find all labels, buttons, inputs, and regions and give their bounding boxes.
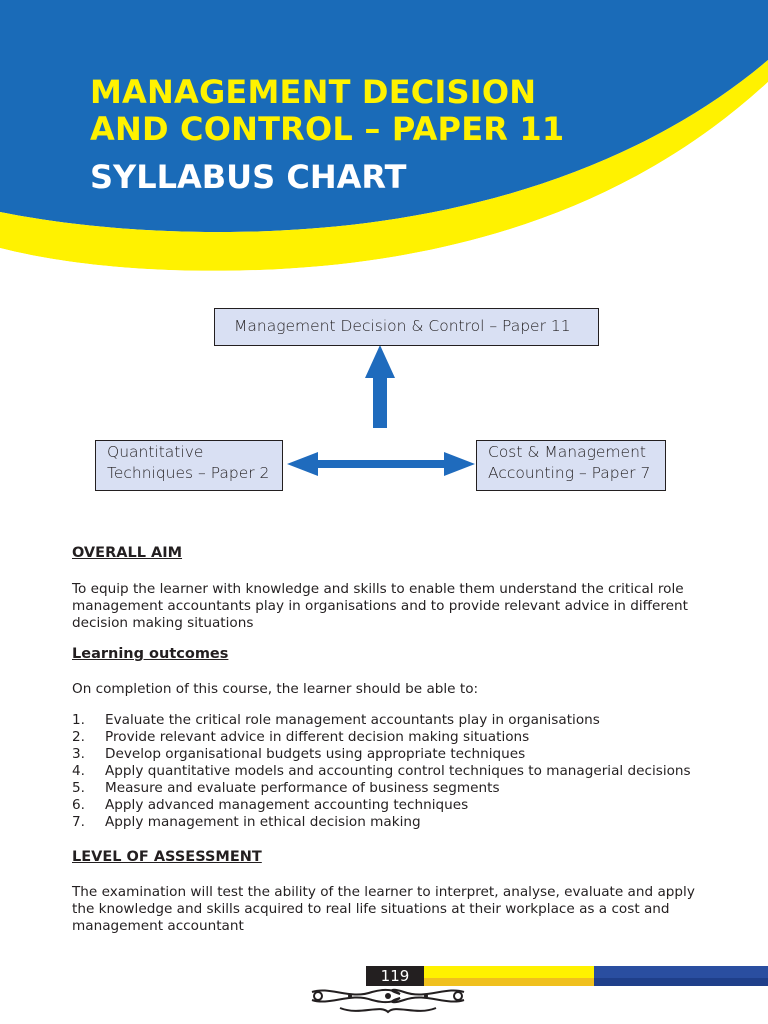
- overall-aim-heading: OVERALL AIM: [72, 545, 183, 561]
- list-item-text: Develop organisational budgets using appropriate techniques: [105, 746, 526, 762]
- list-item-text: Provide relevant advice in different decision making situations: [105, 729, 530, 745]
- assessment-heading: LEVEL OF ASSESSMENT: [72, 849, 262, 865]
- list-item-number: 1.: [72, 712, 85, 728]
- list-item-text: Apply advanced management accounting techniques: [105, 797, 469, 813]
- box-paper-7-line1: Cost & Management: [488, 443, 646, 461]
- box-paper-2-line1: Quantitative: [107, 443, 204, 461]
- list-item-number: 3.: [72, 746, 85, 762]
- list-item-number: 5.: [72, 780, 85, 796]
- page-title-line2: AND CONTROL – PAPER 11: [90, 110, 565, 148]
- page-number: 119: [380, 967, 410, 985]
- list-item: [72, 746, 691, 763]
- list-item: [72, 729, 691, 746]
- list-item-number: 4.: [72, 763, 85, 779]
- up-arrow-icon: [365, 345, 395, 428]
- box-paper-7-line2: Accounting – Paper 7: [488, 464, 651, 482]
- box-paper-2-line2: Techniques – Paper 2: [107, 464, 270, 482]
- list-item: [72, 814, 691, 831]
- list-item-number: 2.: [72, 729, 85, 745]
- double-arrow-icon: [287, 452, 475, 476]
- page-title-line1: MANAGEMENT DECISION: [90, 73, 537, 111]
- box-paper-11-label: Management Decision & Control – Paper 11: [234, 317, 571, 335]
- list-item-number: 6.: [72, 797, 85, 813]
- list-item-number: 7.: [72, 814, 85, 830]
- box-paper-11: [214, 308, 599, 346]
- overall-aim-text: To equip the learner with knowledge and skills to enable them understand the critical role management accountants play in organisations and to provide relevant advice in different decision making situations: [72, 581, 688, 631]
- list-item: [72, 763, 691, 780]
- learning-outcomes-heading: Learning outcomes: [72, 646, 229, 662]
- list-item-text: Measure and evaluate performance of business segments: [105, 780, 500, 796]
- page-subtitle: SYLLABUS CHART: [90, 158, 407, 196]
- list-item: [72, 712, 691, 729]
- learning-outcomes-list: [72, 712, 691, 831]
- list-item-text: Apply management in ethical decision making: [105, 814, 421, 830]
- box-paper-7: [476, 440, 666, 491]
- list-item: [72, 797, 691, 814]
- box-paper-2: [95, 440, 283, 491]
- list-item-text: Apply quantitative models and accounting control techniques to managerial decisions: [105, 763, 691, 779]
- assessment-text: The examination will test the ability of the learner to interpret, analyse, evaluate and apply the knowledge and skills acquired to real life situations at their workplace as a cost and management accountant: [72, 884, 695, 934]
- list-item-text: Evaluate the critical role management accountants play in organisations: [105, 712, 600, 728]
- list-item: [72, 780, 691, 797]
- learning-outcomes-intro: On completion of this course, the learner should be able to:: [72, 681, 479, 697]
